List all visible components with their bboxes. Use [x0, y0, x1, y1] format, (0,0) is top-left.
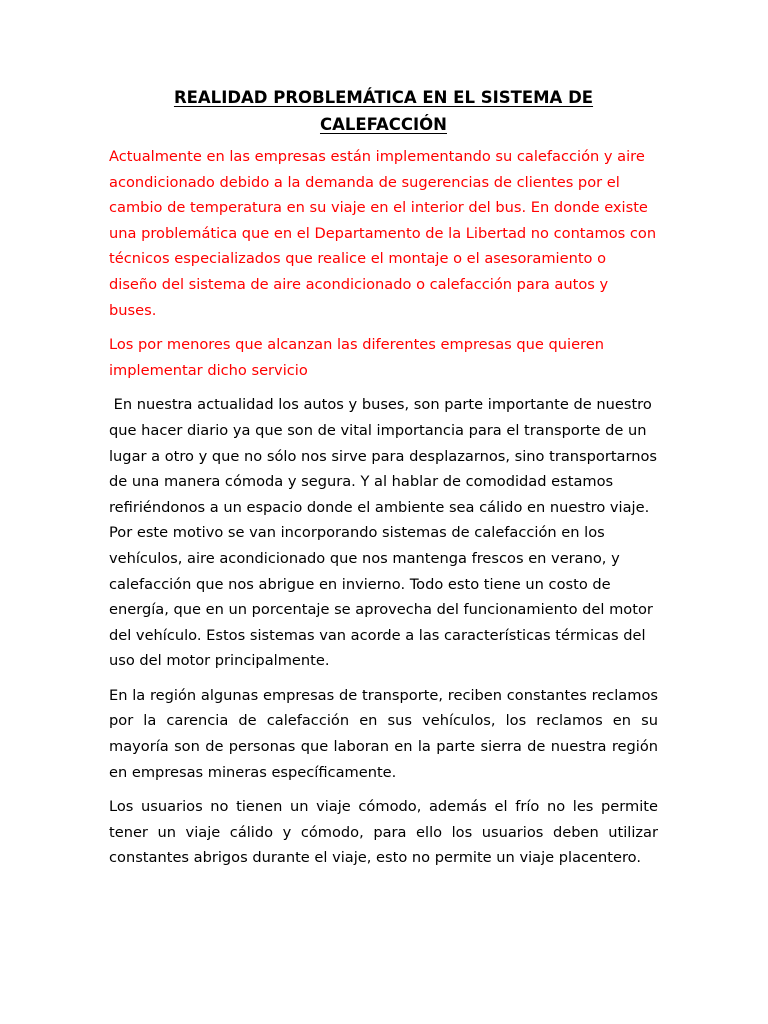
title-line-2: CALEFACCIÓN — [319, 115, 447, 134]
paragraph-vehicles: En nuestra actualidad los autos y buses, son parte importante de nuestro que hacer diario ya que son de vital importancia para el transporte de un lugar a otro y que no sólo nos sirve para desplazarnos, sino transportarnos de una manera cómoda y segura. Y al hablar de comodidad estamos refiriéndonos a un espacio donde el ambiente sea cálido en nuestro viaje. Por este motivo se van incorporando sistemas de calefacción en los vehículos, aire acondicionado que nos mantenga frescos en verano, y calefacción que nos abrigue en invierno. Todo esto tiene un costo de energía, que en un porcentaje se aprovecha del funcionamiento del motor del vehículo. Estos sistemas van acorde a las características térmicas del uso del motor principalmente. — [109, 396, 662, 670]
paragraph-users: Los usuarios no tienen un viaje cómodo, además el frío no les permite tener un viaje cálido y cómodo, para ello los usuarios deben utilizar constantes abrigos durante el viaje, esto no permite un viaje placentero. — [109, 798, 658, 867]
paragraph-region-complaints: En la región algunas empresas de transporte, reciben constantes reclamos por la carencia de calefacción en sus vehículos, los reclamos en su mayoría son de personas que laboran en la parte sierra de nuestra región en empresas mineras específicamente. — [109, 686, 658, 781]
document-title — [109, 84, 658, 138]
paragraph-intro: Actualmente en las empresas están implementando su calefacción y aire acondicionado debido a la demanda de sugerencias de clientes por el cambio de temperatura en su viaje en el interior del bus. En donde existe una problemática que en el Departamento de la Libertad no contamos con técnicos especializados que realice el montaje o el asesoramiento o diseño del sistema de aire acondicionado o calefacción para autos y buses. — [109, 148, 657, 319]
title-line-1: REALIDAD PROBLEMÁTICA EN EL SISTEMA DE — [173, 88, 594, 107]
paragraph-details: Los por menores que alcanzan las diferentes empresas que quieren implementar dicho servicio — [109, 336, 609, 379]
document-page — [109, 84, 662, 871]
